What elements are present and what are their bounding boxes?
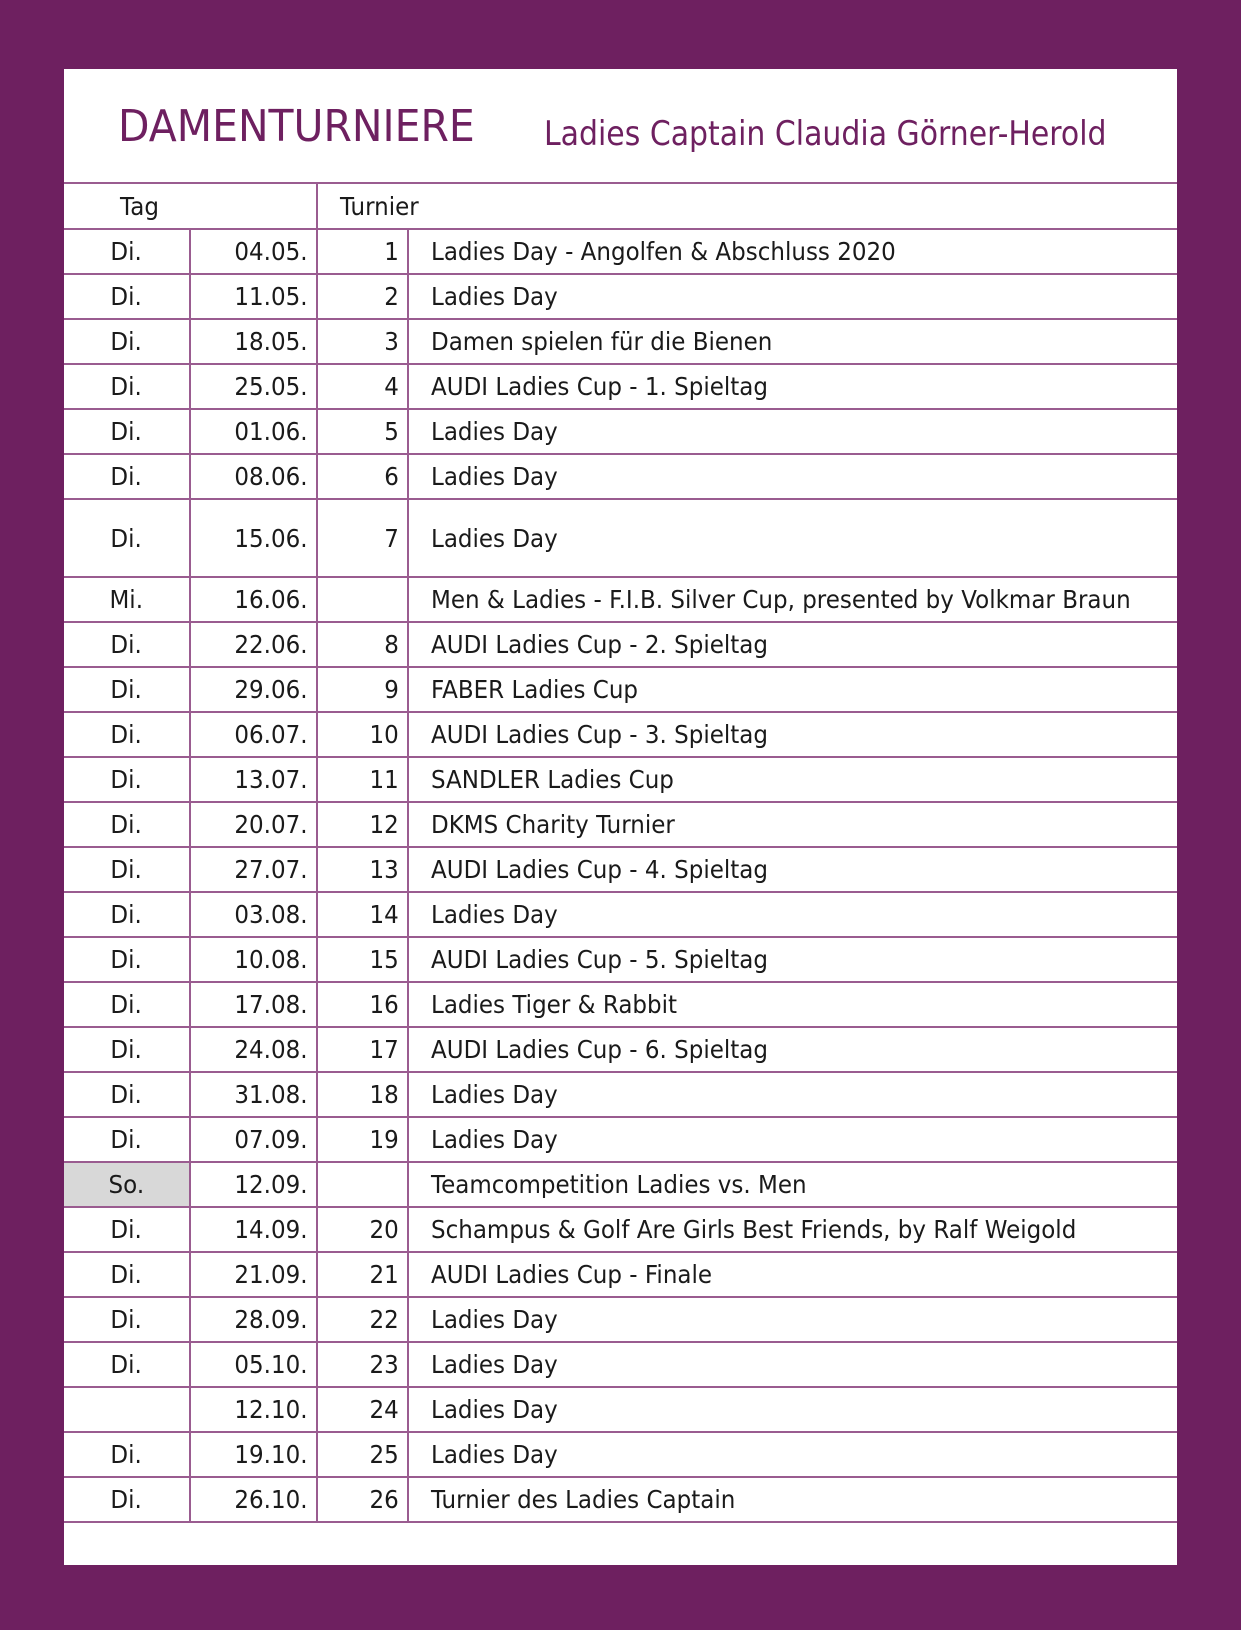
day-label: Di. (110, 523, 143, 553)
day-cell (64, 938, 191, 981)
day-cell (64, 758, 191, 801)
number-label: 2 (384, 282, 399, 311)
number-label: 1 (384, 237, 399, 266)
table-row (64, 1343, 1177, 1388)
tournament-label: Men & Ladies - F.I.B. Silver Cup, presented by Volkmar Braun (431, 585, 1131, 614)
day-cell (64, 410, 191, 453)
date-label: 11.05. (234, 282, 308, 311)
day-label: Di. (110, 372, 143, 401)
tournament-label: Ladies Day (431, 1350, 558, 1379)
tournament-cell (409, 1163, 1177, 1206)
day-label: Di. (110, 1260, 143, 1289)
table-row (64, 455, 1177, 500)
date-cell (191, 455, 318, 498)
tournament-label: AUDI Ladies Cup - Finale (431, 1260, 713, 1289)
table-row (64, 893, 1177, 938)
number-cell (318, 1028, 409, 1071)
tournament-cell (409, 1298, 1177, 1341)
tournament-cell (409, 803, 1177, 846)
day-cell (64, 983, 191, 1026)
day-label: Di. (110, 1035, 143, 1064)
number-cell (318, 1433, 409, 1476)
date-label: 18.05. (234, 327, 308, 356)
number-cell (318, 230, 409, 273)
table-row (64, 983, 1177, 1028)
number-cell (318, 410, 409, 453)
date-label: 19.10. (234, 1440, 308, 1469)
tournament-label: Schampus & Golf Are Girls Best Friends, by Ralf Weigold (431, 1215, 1077, 1244)
day-cell (64, 623, 191, 666)
table-row (64, 623, 1177, 668)
day-label: Di. (110, 855, 143, 884)
day-label: Di. (110, 630, 143, 659)
tournament-cell (409, 578, 1177, 621)
date-cell (191, 320, 318, 363)
date-cell (191, 623, 318, 666)
tournament-label: AUDI Ladies Cup - 6. Spieltag (431, 1035, 768, 1064)
day-label: Di. (110, 1215, 143, 1244)
tournament-label: AUDI Ladies Cup - 2. Spieltag (431, 630, 768, 659)
day-cell (64, 1343, 191, 1386)
table-row (64, 1163, 1177, 1208)
day-cell (64, 455, 191, 498)
number-cell (318, 500, 409, 576)
date-label: 28.09. (234, 1305, 308, 1334)
day-label: Di. (110, 1080, 143, 1109)
date-label: 15.06. (234, 523, 308, 553)
day-label: Di. (110, 765, 143, 794)
tournament-label: SANDLER Ladies Cup (431, 765, 674, 794)
schedule-card (64, 69, 1177, 1565)
number-cell (318, 1298, 409, 1341)
date-cell (191, 893, 318, 936)
day-cell (64, 1028, 191, 1071)
tournament-cell (409, 938, 1177, 981)
day-cell (64, 320, 191, 363)
table-body (64, 230, 1177, 1523)
number-label: 10 (369, 720, 399, 749)
date-label: 25.05. (234, 372, 308, 401)
date-cell (191, 578, 318, 621)
table-row (64, 1208, 1177, 1253)
tournament-cell (409, 758, 1177, 801)
tournament-label: Ladies Day (431, 462, 558, 491)
tournament-label: AUDI Ladies Cup - 1. Spieltag (431, 372, 768, 401)
date-cell (191, 230, 318, 273)
day-cell (64, 1433, 191, 1476)
table-row (64, 1433, 1177, 1478)
day-cell (64, 1298, 191, 1341)
date-label: 26.10. (234, 1485, 308, 1514)
day-cell (64, 848, 191, 891)
table-row (64, 230, 1177, 275)
number-label: 21 (369, 1260, 399, 1289)
number-cell (318, 365, 409, 408)
date-label: 04.05. (234, 237, 308, 266)
day-cell (64, 500, 191, 576)
table-row (64, 1478, 1177, 1523)
date-label: 14.09. (234, 1215, 308, 1244)
number-label: 3 (384, 327, 399, 356)
day-cell (64, 578, 191, 621)
date-label: 12.09. (234, 1170, 308, 1199)
date-label: 24.08. (234, 1035, 308, 1064)
date-cell (191, 1118, 318, 1161)
tournament-cell (409, 1253, 1177, 1296)
date-label: 16.06. (234, 585, 308, 614)
tournament-cell (409, 365, 1177, 408)
date-label: 10.08. (234, 945, 308, 974)
date-cell (191, 410, 318, 453)
date-cell (191, 500, 318, 576)
tournament-cell (409, 848, 1177, 891)
table-row (64, 1028, 1177, 1073)
date-label: 21.09. (234, 1260, 308, 1289)
tournament-label: Ladies Day (431, 1440, 558, 1469)
day-label: Di. (110, 1305, 143, 1334)
number-cell (318, 1253, 409, 1296)
date-label: 03.08. (234, 900, 308, 929)
day-label: Di. (110, 1440, 143, 1469)
table-row (64, 320, 1177, 365)
day-label: Di. (110, 810, 143, 839)
date-cell (191, 1388, 318, 1431)
tournament-cell (409, 623, 1177, 666)
date-label: 31.08. (234, 1080, 308, 1109)
number-label: 6 (384, 462, 399, 491)
number-label: 5 (384, 417, 399, 446)
day-cell (64, 713, 191, 756)
date-cell (191, 938, 318, 981)
table-row (64, 1298, 1177, 1343)
tournament-label: Turnier des Ladies Captain (431, 1485, 736, 1514)
tournament-cell (409, 1073, 1177, 1116)
number-label: 4 (384, 372, 399, 401)
number-cell (318, 455, 409, 498)
date-label: 07.09. (234, 1125, 308, 1154)
tournament-label: Ladies Day (431, 417, 558, 446)
number-cell (318, 893, 409, 936)
tournament-cell (409, 1343, 1177, 1386)
table-header-row (64, 184, 1177, 230)
number-label: 11 (369, 765, 399, 794)
table-row (64, 275, 1177, 320)
number-cell (318, 1163, 409, 1206)
tournament-cell (409, 1433, 1177, 1476)
date-label: 08.06. (234, 462, 308, 491)
date-label: 22.06. (234, 630, 308, 659)
tournament-label: DKMS Charity Turnier (431, 810, 675, 839)
number-label: 16 (369, 990, 399, 1019)
day-label: Di. (110, 990, 143, 1019)
tournament-label: Ladies Tiger & Rabbit (431, 990, 678, 1019)
number-cell (318, 623, 409, 666)
day-cell (64, 275, 191, 318)
tournament-cell (409, 1478, 1177, 1521)
date-cell (191, 1478, 318, 1521)
table-row (64, 410, 1177, 455)
day-label: Di. (110, 282, 143, 311)
number-cell (318, 803, 409, 846)
tournament-label: Ladies Day (431, 1395, 558, 1424)
table-row (64, 848, 1177, 893)
number-cell (318, 1388, 409, 1431)
number-label: 15 (369, 945, 399, 974)
tournament-cell (409, 320, 1177, 363)
table-row (64, 1073, 1177, 1118)
date-cell (191, 758, 318, 801)
date-cell (191, 1163, 318, 1206)
table-row (64, 365, 1177, 410)
tournament-cell (409, 275, 1177, 318)
day-cell (64, 1253, 191, 1296)
number-label: 14 (369, 900, 399, 929)
day-label: Di. (110, 720, 143, 749)
day-cell (64, 668, 191, 711)
day-label: Di. (110, 1485, 143, 1514)
date-label: 17.08. (234, 990, 308, 1019)
day-cell (64, 1073, 191, 1116)
number-cell (318, 938, 409, 981)
day-label: Di. (110, 462, 143, 491)
number-cell (318, 983, 409, 1026)
tournament-cell (409, 713, 1177, 756)
tournament-cell (409, 455, 1177, 498)
table-row (64, 500, 1177, 578)
table-row (64, 1253, 1177, 1298)
tournament-cell (409, 500, 1177, 576)
tournament-label: Ladies Day (431, 900, 558, 929)
tournament-label: AUDI Ladies Cup - 4. Spieltag (431, 855, 768, 884)
date-cell (191, 1433, 318, 1476)
day-label: Di. (110, 1125, 143, 1154)
table-row (64, 578, 1177, 623)
day-cell (64, 1118, 191, 1161)
number-cell (318, 1118, 409, 1161)
number-cell (318, 1208, 409, 1251)
number-cell (318, 320, 409, 363)
number-label: 23 (369, 1350, 399, 1379)
tournament-label: Ladies Day - Angolfen & Abschluss 2020 (431, 237, 896, 266)
day-label: Di. (110, 900, 143, 929)
tournament-cell (409, 410, 1177, 453)
date-label: 12.10. (234, 1395, 308, 1424)
page-subtitle: Ladies Captain Claudia Görner-Herold (544, 114, 1107, 154)
day-cell (64, 893, 191, 936)
date-label: 27.07. (234, 855, 308, 884)
date-label: 13.07. (234, 765, 308, 794)
number-label: 12 (369, 810, 399, 839)
tournament-cell (409, 230, 1177, 273)
table-row (64, 938, 1177, 983)
tournament-cell (409, 1388, 1177, 1431)
number-label: 24 (369, 1395, 399, 1424)
tournament-cell (409, 1118, 1177, 1161)
tournament-label: FABER Ladies Cup (431, 675, 639, 704)
tournament-label: Ladies Day (431, 1080, 558, 1109)
day-label: So. (108, 1170, 145, 1199)
tournament-label: Ladies Day (431, 1125, 558, 1154)
date-cell (191, 1298, 318, 1341)
number-label: 13 (369, 855, 399, 884)
number-label: 8 (384, 630, 399, 659)
number-cell (318, 758, 409, 801)
day-cell (64, 803, 191, 846)
tournament-table (64, 182, 1177, 1523)
number-cell (318, 1478, 409, 1521)
date-cell (191, 1073, 318, 1116)
column-header-turnier: Turnier (340, 191, 419, 221)
table-row (64, 758, 1177, 803)
tournament-cell (409, 893, 1177, 936)
day-label: Di. (110, 237, 143, 266)
day-label: Di. (110, 1350, 143, 1379)
date-cell (191, 1028, 318, 1071)
number-label: 7 (384, 523, 399, 553)
table-row (64, 803, 1177, 848)
day-label: Di. (110, 417, 143, 446)
day-label: Di. (110, 675, 143, 704)
date-cell (191, 365, 318, 408)
day-label: Mi. (109, 585, 144, 614)
table-row (64, 713, 1177, 758)
tournament-label: Ladies Day (431, 1305, 558, 1334)
date-cell (191, 668, 318, 711)
day-cell (64, 1478, 191, 1521)
number-cell (318, 275, 409, 318)
number-label: 19 (369, 1125, 399, 1154)
header (64, 69, 1177, 182)
number-cell (318, 668, 409, 711)
tournament-cell (409, 1208, 1177, 1251)
number-cell (318, 1073, 409, 1116)
tournament-label: AUDI Ladies Cup - 3. Spieltag (431, 720, 768, 749)
day-cell (64, 365, 191, 408)
tournament-cell (409, 668, 1177, 711)
number-cell (318, 578, 409, 621)
date-label: 05.10. (234, 1350, 308, 1379)
number-label: 20 (369, 1215, 399, 1244)
number-cell (318, 713, 409, 756)
number-label: 22 (369, 1305, 399, 1334)
date-cell (191, 848, 318, 891)
tournament-label: Ladies Day (431, 282, 558, 311)
number-cell (318, 848, 409, 891)
tournament-cell (409, 1028, 1177, 1071)
number-label: 25 (369, 1440, 399, 1469)
number-label: 9 (384, 675, 399, 704)
date-cell (191, 713, 318, 756)
number-label: 18 (369, 1080, 399, 1109)
day-cell (64, 230, 191, 273)
date-label: 01.06. (234, 417, 308, 446)
day-cell (64, 1163, 191, 1206)
date-cell (191, 1343, 318, 1386)
day-label: Di. (110, 945, 143, 974)
tournament-label: Ladies Day (431, 523, 558, 553)
tournament-label: AUDI Ladies Cup - 5. Spieltag (431, 945, 768, 974)
date-cell (191, 1253, 318, 1296)
page-title: DAMENTURNIERE (118, 101, 475, 152)
date-label: 06.07. (234, 720, 308, 749)
date-cell (191, 803, 318, 846)
tournament-cell (409, 983, 1177, 1026)
date-label: 20.07. (234, 810, 308, 839)
date-cell (191, 1208, 318, 1251)
tournament-label: Damen spielen für die Bienen (431, 327, 773, 356)
day-label: Di. (110, 327, 143, 356)
table-row (64, 1118, 1177, 1163)
day-cell (64, 1388, 191, 1431)
date-cell (191, 275, 318, 318)
date-label: 29.06. (234, 675, 308, 704)
number-label: 17 (369, 1035, 399, 1064)
day-cell (64, 1208, 191, 1251)
column-header-tag: Tag (64, 184, 318, 228)
table-row (64, 668, 1177, 713)
number-label: 26 (369, 1485, 399, 1514)
date-cell (191, 983, 318, 1026)
table-row (64, 1388, 1177, 1433)
tournament-label: Teamcompetition Ladies vs. Men (431, 1170, 807, 1199)
number-cell (318, 1343, 409, 1386)
